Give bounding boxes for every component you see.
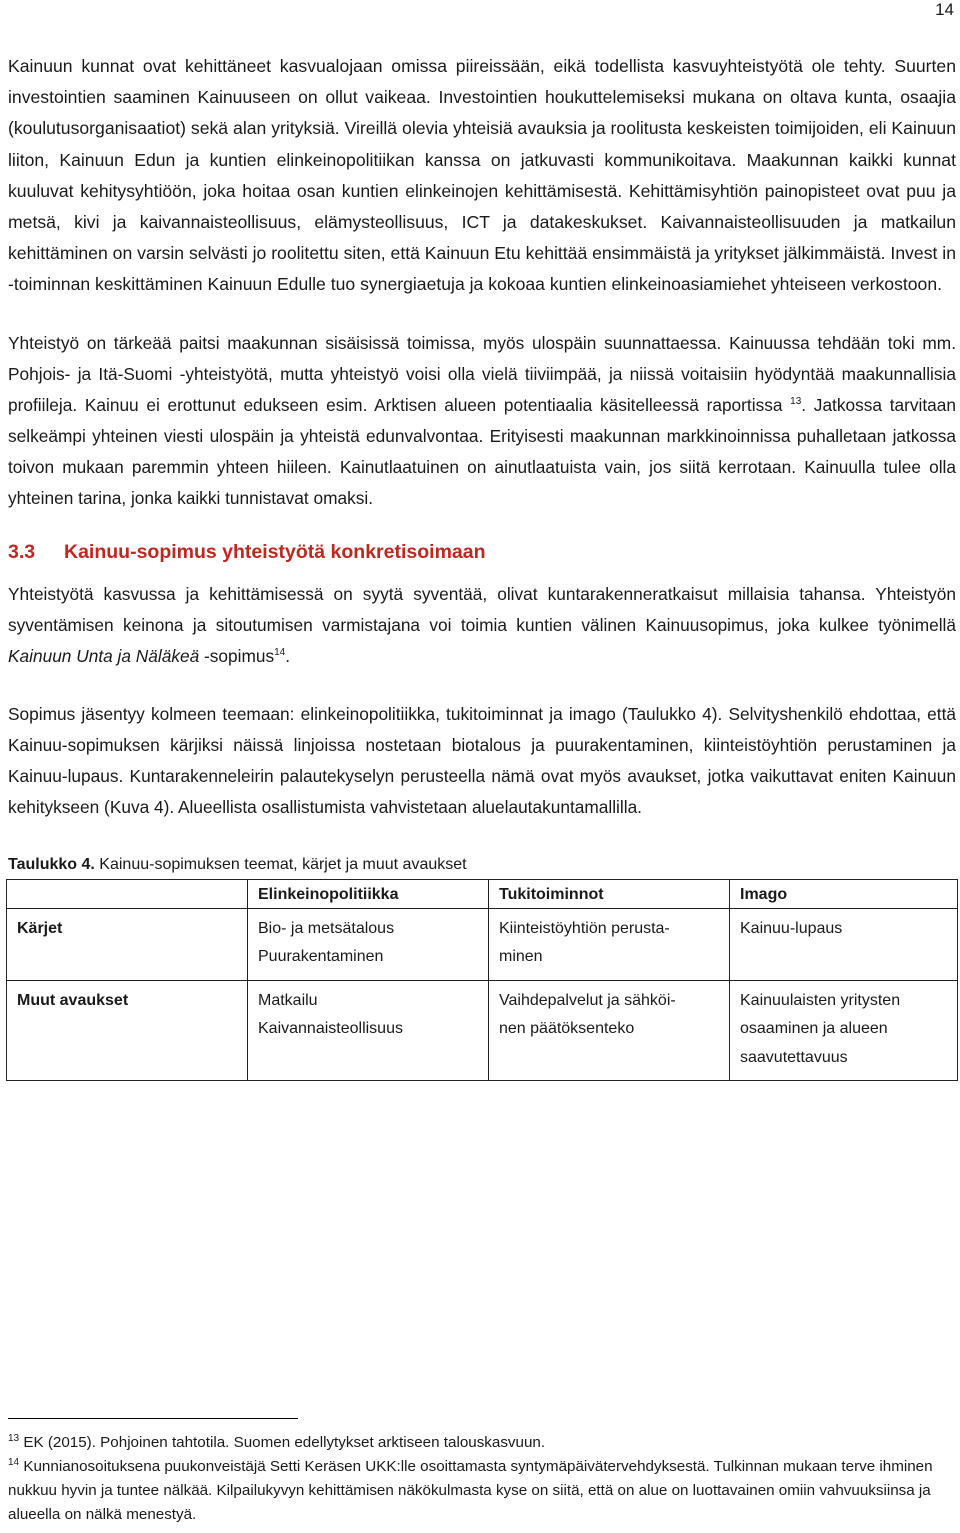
footnotes	[8, 1418, 948, 1527]
cell-line: saavutettavuus	[740, 1048, 848, 1066]
footnote-divider	[8, 1418, 298, 1419]
table-caption-text: Kainuu-sopimuksen teemat, kärjet ja muut avaukset	[94, 855, 467, 873]
cell-line: Matkailu	[258, 991, 318, 1009]
table-header-cell: Tukitoiminnot	[489, 879, 730, 908]
footnote-text: EK (2015). Pohjoinen tahtotila. Suomen edellytykset arktiseen talouskasvuun.	[19, 1434, 546, 1451]
table-header-cell: Imago	[730, 879, 958, 908]
cell-line: Bio- ja metsätalous	[258, 919, 395, 937]
table-header-row	[7, 879, 958, 908]
table-cell	[248, 980, 489, 1081]
page-number: 14	[935, 0, 954, 19]
table-header-cell: Elinkeinopolitiikka	[248, 879, 489, 908]
agreement-name: Kainuun Unta ja Näläkeä	[8, 645, 200, 666]
paragraph-2	[8, 328, 956, 514]
cell-line: minen	[499, 948, 543, 966]
paragraph-2-text-b: . Jatkossa tarvitaan selkeämpi yhteinen viesti ulospäin ja yhteistä edunvalvontaa. Erityisesti maakunnan markkinoinnissa puhalletaan jatkossa toivon mukaan paremmin yhteen hiileen. Kainutlaatuinen on ainutlaatuista vain, jos siitä kerrotaan. Kainuulla tulee olla yhteinen tarina, jonka kaikki tunnistavat omaksi.	[8, 394, 956, 508]
table-header-cell	[7, 879, 248, 908]
table-row	[7, 908, 958, 980]
paragraph-3-text-b: -sopimus	[199, 645, 275, 666]
section-title: Kainuu-sopimus yhteistyötä konkretisoimaan	[64, 540, 486, 563]
cell-line: Kainuulaisten yritysten	[740, 991, 901, 1009]
paragraph-3-end: .	[285, 645, 291, 666]
cell-line: osaaminen ja alueen	[740, 1020, 888, 1038]
footnote-13	[8, 1431, 948, 1455]
row-label: Kärjet	[7, 908, 248, 980]
cell-line: nen päätöksenteko	[499, 1020, 635, 1038]
row-label: Muut avaukset	[7, 980, 248, 1081]
footnote-14	[8, 1455, 948, 1527]
paragraph-2-text-a: Yhteistyö on tärkeää paitsi maakunnan sisäisissä toimissa, myös ulospäin suunnattaessa. Kainuussa tehdään toki mm. Pohjois- ja Itä-Suomi -yhteistyötä, mutta yhteistyö voisi olla vielä tiiviimpää, ja niissä voitaisiin hyödyntää maakunnallisia profiileja. Kainuu ei erottunut edukseen esim. Arktisen alueen potentiaalia käsitelleessä raportissa	[8, 332, 956, 415]
themes-table	[6, 879, 958, 1082]
cell-line: Vaihdepalvelut ja sähköi-	[499, 991, 676, 1009]
table-cell	[489, 908, 730, 980]
table-caption-label: Taulukko 4.	[8, 855, 95, 873]
cell-line: Kaivannaisteollisuus	[258, 1020, 403, 1038]
paragraph-1: Kainuun kunnat ovat kehittäneet kasvualojaan omissa piireissään, eikä todellista kasvuyhteistyötä ole tehty. Suurten investointien saaminen Kainuuseen on ollut vaikeaa. Investointien houkuttelemiseksi mukana on oltava kunta, osaajia (koulutusorganisaatiot) sekä alan yrityksiä. Vireillä olevia yhteisiä avauksia ja roolitusta keskeisten toimijoiden, eli Kainuun liiton, Kainuun Edun ja kuntien elinkeinopolitiikan kanssa on jatkuvasti kommunikoitava. Maakunnan kaikki kunnat kuuluvat kehitysyhtiöön, joka hoitaa osan kuntien elinkeinojen kehittämisestä. Kehittämisyhtiön painopisteet ovat puu ja metsä, kivi ja kaivannaisteollisuus, elämysteollisuus, ICT ja datakeskukset. Kaivannaisteollisuuden ja matkailun kehittäminen on varsin selvästi jo roolitettu siten, että Kainuun Etu kehittää ensimmäistä ja yritykset jälkimmäistä. Invest in -toiminnan keskittäminen Kainuun Edulle tuo synergiaetuja ja kokoaa kuntien elinkeinoasiamiehet yhteiseen verkostoon.	[8, 56, 956, 295]
paragraph-3-text-a: Yhteistyötä kasvussa ja kehittämisessä on syytä syventää, olivat kuntarakenneratkaisut millaisia tahansa. Yhteistyön syventämisen keinona ja sitoutumisen varmistajana voi toimia kuntien välinen Kainuusopimus, joka kulkee työnimellä	[8, 583, 956, 635]
footnote-number: 13	[8, 1432, 20, 1444]
section-number: 3.3	[8, 540, 36, 563]
cell-line: Kainuu-lupaus	[740, 919, 843, 937]
table-cell	[248, 908, 489, 980]
footnote-ref-13: 13	[790, 395, 802, 407]
table-cell	[730, 980, 958, 1081]
cell-line: Puurakentaminen	[258, 948, 384, 966]
footnote-text: Kunnianosoituksena puukonveistäjä Setti Keräsen UKK:lle osoittamasta syntymäpäivätervehdyksestä. Tulkinnan mukaan terve ihminen nukkuu hyvin ja tuntee nälkää. Kilpailukyvyn kehittämisen näkökulmasta kyse on siitä, että on alue on luottavainen omiin vahvuuksiinsa ja alueella on nälkä menestyä.	[8, 1458, 933, 1523]
paragraph-4: Sopimus jäsentyy kolmeen teemaan: elinkeinopolitiikka, tukitoiminnat ja imago (Taulukko 4). Selvityshenkilö ehdottaa, että Kainuu-sopimuksen kärjiksi näissä linjoissa nostetaan biotalous ja puurakentaminen, kiinteistöyhtiön perustaminen ja Kainuu-lupaus. Kuntarakenneleirin palautekyselyn perusteella nämä ovat myös avaukset, jotka vaikuttavat eniten Kainuun kehitykseen (Kuva 4). Alueellista osallistumista vahvistetaan aluelautakuntamallilla.	[8, 703, 956, 817]
footnote-number: 14	[8, 1456, 20, 1468]
table-cell	[730, 908, 958, 980]
section-heading	[8, 535, 956, 569]
paragraph-3	[8, 579, 956, 672]
table-cell	[489, 980, 730, 1081]
cell-line: Kiinteistöyhtiön perusta-	[499, 919, 670, 937]
table-row	[7, 980, 958, 1081]
document-body	[8, 51, 956, 1081]
table-caption	[8, 853, 956, 877]
footnote-ref-14: 14	[274, 646, 286, 658]
